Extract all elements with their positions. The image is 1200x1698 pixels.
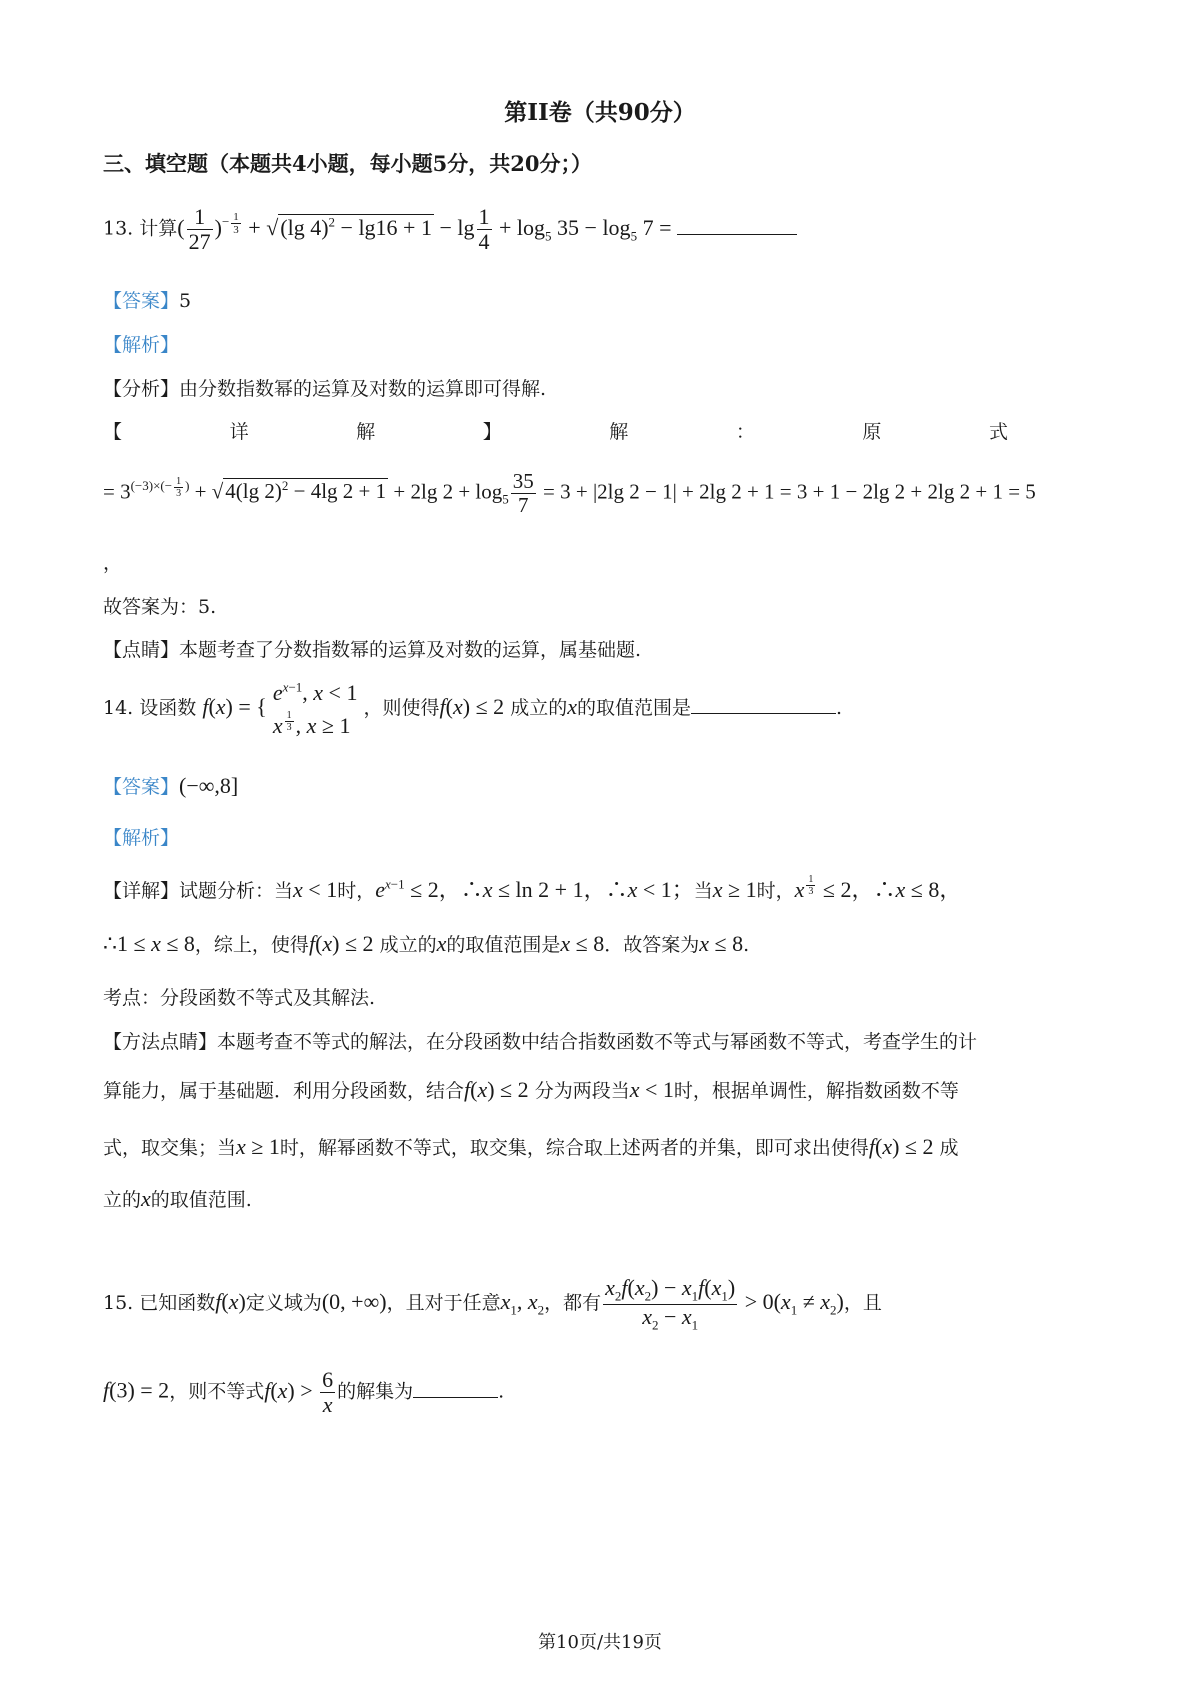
q14-analysis-tag: 【解析】 — [103, 827, 180, 849]
q13-comma: ， — [103, 552, 123, 574]
q15-stem-line2: f(3) = 2，则不等式f(x) > $\frac{6}{x}$ 的解集为 . — [103, 1367, 505, 1418]
q14-answer: 【答案】(−∞,8] — [103, 773, 239, 798]
page-number: 第10页/共19页 — [538, 1632, 662, 1653]
q15-stem-line1: 15. 已知函数f(x)定义域为(0, +∞)，且对于任意$x_1$, $x_2$，都有 $\frac{x_2f(x_2) - x_1f(x_1)}{x_2 - x_1}$ > $0(x_1 \ne x_2)$，且 — [103, 1275, 882, 1333]
q13-dianjing: 【点睛】本题考查了分数指数幂的运算及对数的运算，属基础题. — [103, 639, 642, 661]
q14-method-line4: 立的x的取值范围. — [103, 1186, 252, 1211]
q13-answer: 【答案】5 — [103, 290, 192, 312]
q13-fenxi: 【分析】由分数指数幂的运算及对数的运算即可得解. — [103, 378, 547, 400]
q13-detail-header: 【 详 解 】 解 ： 原 式 — [103, 421, 1008, 443]
q14-detail-line1: 【详解】试题分析：当x < 1时，$e^{x-1} \le 2$，∴x ≤ ln 2 + 1，∴x < 1；当x ≥ 1时，x $^{\frac{1}{3}}$ ≤ 2，∴x ≤ 8， — [103, 874, 962, 902]
q14-stem: 14. 设函数 f(x) = { $e^{x-1}$, x < 1 x $^{\frac{1}{3}}$ , x ≥ 1 ，则使得f(x) ≤ 2 成立的x的取值范围是 . — [103, 679, 843, 738]
section-heading: 三、填空题（本题共4小题，每小题5分，共20分；） — [103, 151, 592, 176]
q14-method-line2: 算能力，属于基础题．利用分段函数，结合f(x) ≤ 2 分为两段当x < 1时，根据单调性，解指数函数不等 — [103, 1077, 959, 1102]
q13-stem: 13. 计算( $\frac{1}{27}$ )$^{- \frac{1}{3}}$ + √(lg 4)$^2$ − lg16 + 1 − lg $\frac{1}{4}$ + $\log_5 35 - \log_5 7$ = — [103, 205, 797, 254]
page-title: 第II卷（共90分） — [504, 99, 696, 126]
q14-method-line3: 式，取交集；当x ≥ 1时，解幂函数不等式，取交集，综合取上述两者的并集，即可求出使得f(x) ≤ 2 成 — [103, 1134, 959, 1159]
q13-conclusion: 故答案为：5. — [103, 596, 217, 618]
q14-method-line1: 【方法点睛】本题考查不等式的解法，在分段函数中结合指数函数不等式与幂函数不等式，考查学生的计 — [103, 1031, 978, 1053]
q13-analysis-tag: 【解析】 — [103, 334, 180, 356]
q14-kaodian: 考点：分段函数不等式及其解法. — [103, 987, 376, 1009]
q14-detail-line2: ∴1 ≤ x ≤ 8，综上，使得f(x) ≤ 2 成立的x的取值范围是x ≤ 8．故答案为x ≤ 8. — [103, 931, 750, 956]
q13-solution-formula: = $3^{(-3)\times(- \frac{1}{3} )} + √4(\lg$ 2)$^2$ − 4lg 2 + 1 + 2lg $2 + \log_5$ $\frac{35}{7}$ = 3 + |2lg 2 − 1| + 2lg 2 + 1 = 3 + 1 − 2lg 2 + 2lg 2 + 1 = 5 — [103, 469, 1036, 518]
